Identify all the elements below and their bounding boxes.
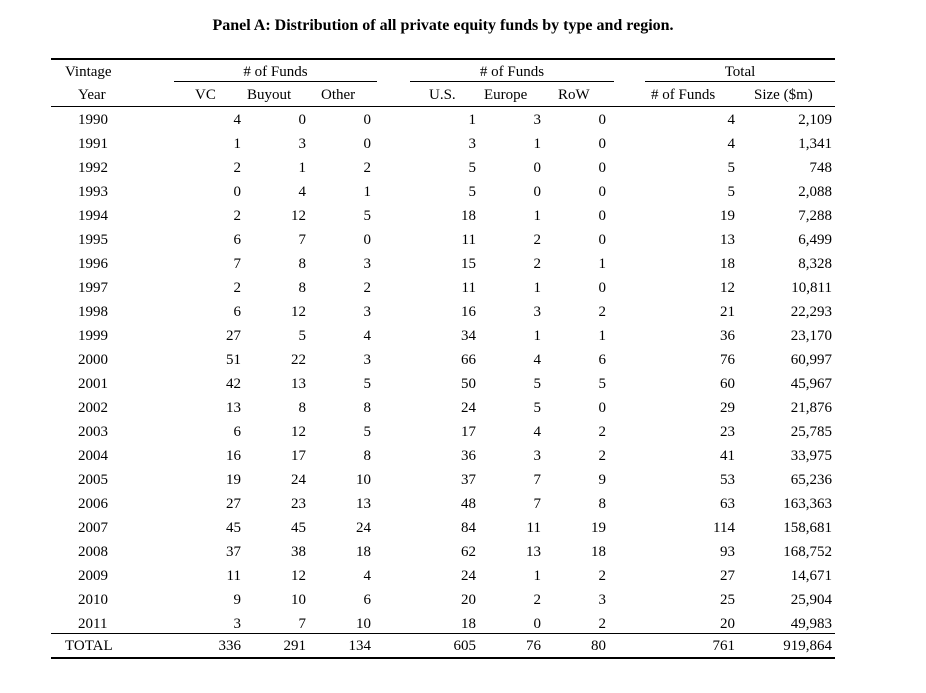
cell-buyout: 8 [298, 280, 306, 296]
cell-size: 748 [809, 160, 832, 176]
cell-other: 18 [356, 544, 371, 560]
cell-total-funds: 76 [720, 352, 735, 368]
cell-us: 11 [461, 280, 476, 296]
cell-us: 34 [461, 328, 476, 344]
cell-size: 1,341 [798, 136, 832, 152]
cell-row-region: 1 [598, 256, 606, 272]
cell-size: 60,997 [790, 352, 832, 368]
cell-other: 5 [363, 208, 371, 224]
cell-year: 2010 [78, 592, 108, 608]
table-row [51, 276, 835, 300]
cell-total-funds: 13 [720, 232, 735, 248]
total-label: TOTAL [65, 638, 113, 654]
cell-europe: 1 [533, 328, 541, 344]
cell-europe: 3 [533, 304, 541, 320]
cell-other: 13 [356, 496, 371, 512]
cell-total-funds: 53 [720, 472, 735, 488]
table-row [51, 468, 835, 492]
table-row [51, 348, 835, 372]
table-row [51, 228, 835, 252]
cell-row-region: 2 [598, 616, 606, 632]
cell-us: 50 [461, 376, 476, 392]
cell-size: 33,975 [790, 448, 832, 464]
cell-row-region: 0 [598, 280, 606, 296]
table-row [51, 396, 835, 420]
cell-buyout: 17 [291, 448, 306, 464]
cell-row-region: 2 [598, 424, 606, 440]
vintage-header-line2: Year [78, 87, 106, 103]
col-header-europe: Europe [484, 87, 528, 103]
table-row [51, 444, 835, 468]
table-row [51, 324, 835, 348]
cell-europe: 0 [533, 184, 541, 200]
col-header-row: RoW [558, 87, 590, 103]
cell-size: 2,109 [798, 112, 832, 128]
cell-vc: 2 [233, 160, 241, 176]
cell-other: 10 [356, 472, 371, 488]
cell-size: 23,170 [790, 328, 832, 344]
col-header-size: Size ($m) [754, 87, 813, 103]
cell-vc: 45 [226, 520, 241, 536]
cell-other: 8 [363, 448, 371, 464]
cell-row-region: 0 [598, 232, 606, 248]
col-header-vc: VC [195, 87, 216, 103]
cell-vc: 2 [233, 208, 241, 224]
total-row-region: 80 [591, 638, 606, 654]
table-row [51, 540, 835, 564]
funds-region-group-header: # of Funds [479, 64, 545, 80]
cell-row-region: 2 [598, 568, 606, 584]
cell-other: 8 [363, 400, 371, 416]
cell-row-region: 2 [598, 304, 606, 320]
cell-year: 2009 [78, 568, 108, 584]
cell-us: 1 [468, 112, 476, 128]
cell-us: 18 [461, 208, 476, 224]
cell-size: 14,671 [790, 568, 832, 584]
cell-row-region: 0 [598, 400, 606, 416]
cell-buyout: 12 [291, 208, 306, 224]
vintage-header-line1: Vintage [65, 64, 112, 80]
cell-total-funds: 114 [713, 520, 735, 536]
cell-buyout: 12 [291, 568, 306, 584]
cell-vc: 11 [226, 568, 241, 584]
cell-total-funds: 18 [720, 256, 735, 272]
cell-vc: 4 [233, 112, 241, 128]
cell-other: 0 [363, 232, 371, 248]
header-rule [51, 106, 835, 107]
cell-us: 18 [461, 616, 476, 632]
cell-row-region: 8 [598, 496, 606, 512]
table-row [51, 492, 835, 516]
cell-us: 15 [461, 256, 476, 272]
cell-europe: 1 [533, 208, 541, 224]
table-title: Panel A: Distribution of all private equity funds by type and region. [212, 17, 674, 34]
funds-type-group-rule [174, 81, 377, 82]
cell-total-funds: 25 [720, 592, 735, 608]
total-group-rule [645, 81, 835, 82]
cell-total-funds: 5 [727, 160, 735, 176]
cell-us: 17 [461, 424, 476, 440]
cell-buyout: 3 [298, 136, 306, 152]
funds-type-group-header: # of Funds [243, 64, 308, 80]
cell-row-region: 19 [591, 520, 606, 536]
cell-total-funds: 41 [720, 448, 735, 464]
col-header-us: U.S. [429, 87, 456, 103]
cell-us: 16 [461, 304, 476, 320]
cell-vc: 42 [226, 376, 241, 392]
table-row [51, 516, 835, 540]
table-row [51, 108, 835, 132]
cell-year: 1999 [78, 328, 108, 344]
table-row [51, 420, 835, 444]
total-europe: 76 [526, 638, 541, 654]
cell-total-funds: 21 [720, 304, 735, 320]
table-row [51, 204, 835, 228]
cell-other: 0 [363, 136, 371, 152]
total-row [51, 634, 835, 658]
cell-total-funds: 19 [720, 208, 735, 224]
cell-buyout: 1 [298, 160, 306, 176]
table-row [51, 372, 835, 396]
cell-total-funds: 27 [720, 568, 735, 584]
table-row [51, 588, 835, 612]
cell-vc: 6 [233, 304, 241, 320]
cell-buyout: 45 [291, 520, 306, 536]
cell-buyout: 7 [298, 232, 306, 248]
cell-europe: 7 [533, 496, 541, 512]
cell-other: 3 [363, 256, 371, 272]
cell-vc: 51 [226, 352, 241, 368]
cell-europe: 3 [533, 112, 541, 128]
cell-row-region: 9 [598, 472, 606, 488]
cell-size: 22,293 [790, 304, 832, 320]
total-vc: 336 [218, 638, 241, 654]
cell-size: 168,752 [783, 544, 832, 560]
cell-year: 2011 [78, 616, 108, 632]
cell-us: 37 [461, 472, 476, 488]
cell-total-funds: 5 [727, 184, 735, 200]
cell-total-funds: 93 [720, 544, 735, 560]
cell-us: 11 [461, 232, 476, 248]
cell-row-region: 0 [598, 136, 606, 152]
table-row [51, 132, 835, 156]
col-header-total-funds: # of Funds [651, 87, 716, 103]
cell-size: 7,288 [798, 208, 832, 224]
cell-other: 2 [363, 280, 371, 296]
cell-year: 2008 [78, 544, 108, 560]
cell-size: 6,499 [798, 232, 832, 248]
cell-year: 1992 [78, 160, 108, 176]
cell-buyout: 7 [298, 616, 306, 632]
table-row [51, 300, 835, 324]
cell-europe: 5 [533, 400, 541, 416]
cell-row-region: 2 [598, 448, 606, 464]
cell-other: 3 [363, 304, 371, 320]
cell-europe: 11 [526, 520, 541, 536]
cell-vc: 37 [226, 544, 241, 560]
cell-year: 2003 [78, 424, 108, 440]
cell-size: 25,785 [790, 424, 832, 440]
cell-vc: 3 [233, 616, 241, 632]
cell-buyout: 12 [291, 304, 306, 320]
total-group-header: Total [724, 64, 756, 80]
cell-row-region: 0 [598, 112, 606, 128]
cell-buyout: 10 [291, 592, 306, 608]
cell-buyout: 38 [291, 544, 306, 560]
cell-year: 1991 [78, 136, 108, 152]
cell-other: 2 [363, 160, 371, 176]
cell-europe: 2 [533, 256, 541, 272]
cell-buyout: 0 [298, 112, 306, 128]
total-buyout: 291 [283, 638, 306, 654]
cell-other: 5 [363, 424, 371, 440]
cell-europe: 5 [533, 376, 541, 392]
cell-buyout: 8 [298, 400, 306, 416]
cell-size: 65,236 [790, 472, 832, 488]
cell-buyout: 13 [291, 376, 306, 392]
cell-europe: 4 [533, 424, 541, 440]
cell-vc: 6 [233, 232, 241, 248]
cell-vc: 0 [233, 184, 241, 200]
cell-total-funds: 4 [727, 136, 735, 152]
cell-us: 66 [461, 352, 476, 368]
cell-size: 8,328 [798, 256, 832, 272]
cell-vc: 7 [233, 256, 241, 272]
cell-buyout: 5 [298, 328, 306, 344]
cell-row-region: 18 [591, 544, 606, 560]
col-header-other: Other [321, 87, 356, 103]
cell-us: 48 [461, 496, 476, 512]
cell-vc: 16 [226, 448, 241, 464]
cell-size: 158,681 [783, 520, 832, 536]
cell-europe: 3 [533, 448, 541, 464]
cell-year: 2007 [78, 520, 108, 536]
cell-year: 2002 [78, 400, 108, 416]
cell-year: 2006 [78, 496, 108, 512]
cell-buyout: 24 [291, 472, 306, 488]
cell-year: 2001 [78, 376, 108, 392]
cell-year: 2005 [78, 472, 108, 488]
total-funds: 761 [712, 638, 735, 654]
cell-europe: 1 [533, 568, 541, 584]
cell-europe: 7 [533, 472, 541, 488]
cell-europe: 2 [533, 232, 541, 248]
cell-other: 4 [363, 328, 371, 344]
cell-buyout: 23 [291, 496, 306, 512]
cell-row-region: 1 [598, 328, 606, 344]
table-row [51, 564, 835, 588]
cell-us: 5 [468, 184, 476, 200]
cell-us: 84 [461, 520, 476, 536]
cell-size: 49,983 [790, 616, 832, 632]
cell-year: 1997 [78, 280, 108, 296]
cell-size: 163,363 [783, 496, 832, 512]
cell-other: 4 [363, 568, 371, 584]
cell-buyout: 8 [298, 256, 306, 272]
cell-size: 45,967 [790, 376, 832, 392]
cell-vc: 6 [233, 424, 241, 440]
cell-row-region: 3 [598, 592, 606, 608]
cell-vc: 2 [233, 280, 241, 296]
cell-year: 2000 [78, 352, 108, 368]
cell-row-region: 0 [598, 184, 606, 200]
cell-other: 24 [356, 520, 371, 536]
cell-europe: 4 [533, 352, 541, 368]
cell-us: 62 [461, 544, 476, 560]
cell-buyout: 12 [291, 424, 306, 440]
total-other: 134 [348, 638, 371, 654]
cell-us: 24 [461, 400, 476, 416]
cell-size: 10,811 [791, 280, 832, 296]
cell-us: 20 [461, 592, 476, 608]
cell-size: 2,088 [798, 184, 832, 200]
cell-total-funds: 60 [720, 376, 735, 392]
cell-size: 21,876 [790, 400, 832, 416]
cell-year: 2004 [78, 448, 108, 464]
cell-row-region: 6 [598, 352, 606, 368]
cell-year: 1993 [78, 184, 108, 200]
cell-other: 6 [363, 592, 371, 608]
cell-year: 1998 [78, 304, 108, 320]
cell-total-funds: 36 [720, 328, 735, 344]
cell-total-funds: 63 [720, 496, 735, 512]
table-row [51, 156, 835, 180]
table-row [51, 252, 835, 276]
cell-other: 1 [363, 184, 371, 200]
cell-row-region: 0 [598, 160, 606, 176]
cell-size: 25,904 [790, 592, 832, 608]
cell-total-funds: 12 [720, 280, 735, 296]
funds-region-group-rule [410, 81, 614, 82]
bottom-rule [51, 657, 835, 659]
cell-us: 5 [468, 160, 476, 176]
cell-total-funds: 20 [720, 616, 735, 632]
cell-vc: 13 [226, 400, 241, 416]
total-us: 605 [453, 638, 476, 654]
cell-total-funds: 23 [720, 424, 735, 440]
cell-europe: 13 [526, 544, 541, 560]
cell-vc: 1 [233, 136, 241, 152]
cell-europe: 1 [533, 136, 541, 152]
cell-europe: 1 [533, 280, 541, 296]
cell-vc: 27 [226, 328, 241, 344]
cell-europe: 0 [533, 160, 541, 176]
cell-us: 24 [461, 568, 476, 584]
cell-other: 5 [363, 376, 371, 392]
cell-year: 1994 [78, 208, 108, 224]
cell-row-region: 0 [598, 208, 606, 224]
cell-total-funds: 29 [720, 400, 735, 416]
cell-buyout: 22 [291, 352, 306, 368]
table-row [51, 180, 835, 204]
cell-total-funds: 4 [727, 112, 735, 128]
cell-year: 1990 [78, 112, 108, 128]
cell-buyout: 4 [298, 184, 306, 200]
cell-row-region: 5 [598, 376, 606, 392]
cell-us: 36 [461, 448, 476, 464]
cell-vc: 9 [233, 592, 241, 608]
cell-vc: 27 [226, 496, 241, 512]
total-size: 919,864 [783, 638, 832, 654]
cell-year: 1995 [78, 232, 108, 248]
cell-other: 10 [356, 616, 371, 632]
cell-vc: 19 [226, 472, 241, 488]
cell-other: 0 [363, 112, 371, 128]
cell-other: 3 [363, 352, 371, 368]
cell-year: 1996 [78, 256, 108, 272]
cell-europe: 2 [533, 592, 541, 608]
cell-us: 3 [468, 136, 476, 152]
cell-europe: 0 [533, 616, 541, 632]
col-header-buyout: Buyout [247, 87, 292, 103]
